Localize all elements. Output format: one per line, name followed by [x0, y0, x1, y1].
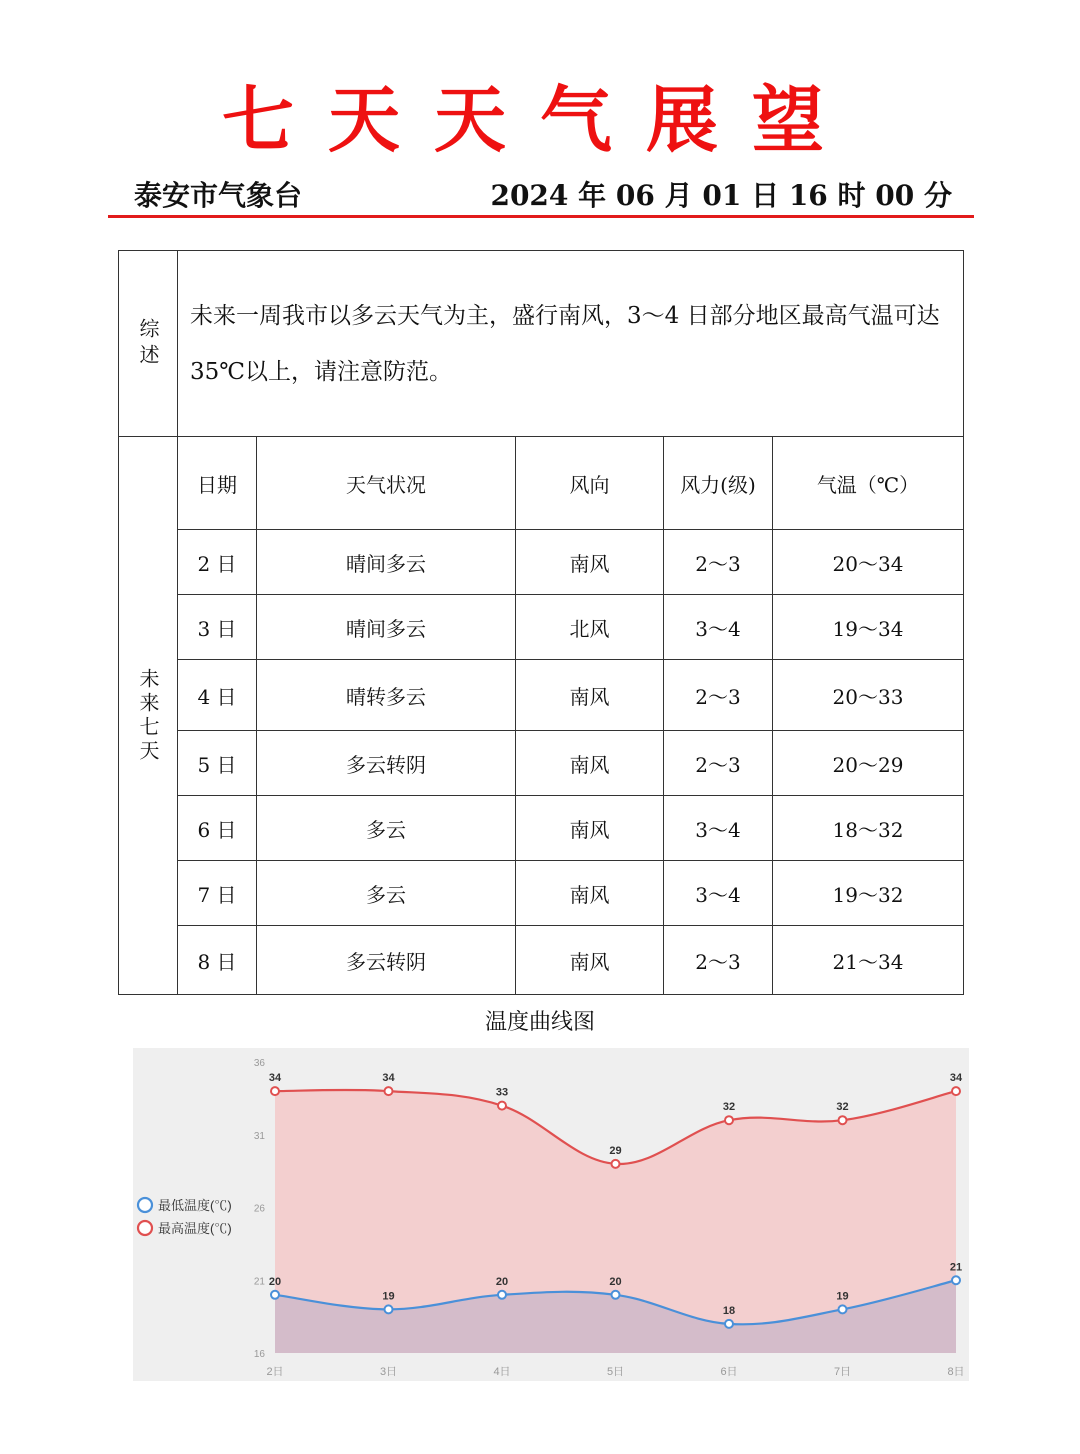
cell-wind-level: 3～4 [664, 796, 773, 861]
column-header: 风力(级) [664, 437, 773, 530]
data-point-low [725, 1320, 733, 1328]
cell-temp: 20～33 [773, 660, 964, 731]
data-point-low [612, 1291, 620, 1299]
data-point-low [952, 1276, 960, 1284]
data-label-high: 32 [836, 1101, 849, 1114]
x-tick-label: 7日 [833, 1366, 852, 1378]
cell-wind-dir: 南风 [516, 926, 664, 995]
y-tick-label: 16 [253, 1349, 265, 1360]
summary-text: 未来一周我市以多云天气为主，盛行南风，3～4 日部分地区最高气温可达 35℃以上，请注意防范。 [178, 251, 964, 437]
legend-marker [138, 1198, 152, 1212]
y-tick-label: 26 [253, 1203, 265, 1215]
cell-date: 5 日 [178, 731, 257, 796]
summary-row [119, 251, 964, 437]
table-row [119, 796, 964, 861]
data-point-low [839, 1305, 847, 1313]
cell-weather: 多云转阴 [257, 926, 516, 995]
cell-wind-dir: 南风 [516, 861, 664, 926]
cell-date: 3 日 [178, 595, 257, 660]
x-tick-label: 5日 [606, 1366, 625, 1378]
data-label-high: 34 [949, 1072, 963, 1085]
column-header: 气温（℃） [773, 437, 964, 530]
cell-date: 6 日 [178, 796, 257, 861]
cell-weather: 多云 [257, 861, 516, 926]
cell-wind-level: 3～4 [664, 861, 773, 926]
data-label-high: 34 [382, 1072, 395, 1085]
forecast-header-row [119, 437, 964, 530]
legend-label: 最高温度(℃) [158, 1221, 232, 1236]
x-tick-label: 3日 [379, 1366, 398, 1378]
data-label-low: 18 [722, 1304, 736, 1317]
cell-date: 7 日 [178, 861, 257, 926]
x-tick-label: 8日 [947, 1366, 965, 1378]
x-tick-label: 4日 [493, 1366, 511, 1378]
x-tick-label: 6日 [720, 1366, 738, 1378]
table-row [119, 731, 964, 796]
table-row [119, 530, 964, 595]
cell-wind-level: 3～4 [664, 595, 773, 660]
data-label-low: 20 [609, 1275, 622, 1288]
data-point-high [725, 1116, 733, 1124]
cell-wind-dir: 南风 [516, 731, 664, 796]
y-tick-label: 36 [253, 1058, 265, 1069]
column-header: 风向 [516, 437, 664, 530]
data-point-low [271, 1291, 279, 1299]
cell-wind-dir: 南风 [516, 796, 664, 861]
data-point-high [271, 1087, 279, 1095]
cell-weather: 晴间多云 [257, 530, 516, 595]
data-label-low: 20 [495, 1275, 509, 1288]
data-point-low [498, 1291, 506, 1299]
data-label-high: 34 [268, 1072, 282, 1085]
cell-temp: 20～34 [773, 530, 964, 595]
header-divider [108, 215, 974, 218]
data-label-high: 32 [722, 1101, 736, 1114]
cell-wind-level: 2～3 [664, 731, 773, 796]
issue-datetime: 2024 年 06 月 01 日 16 时 00 分 [490, 179, 952, 212]
x-tick-label: 2日 [266, 1366, 284, 1378]
cell-weather: 多云转阴 [257, 731, 516, 796]
cell-date: 2 日 [178, 530, 257, 595]
data-label-low: 19 [836, 1290, 849, 1303]
column-header: 天气状况 [257, 437, 516, 530]
cell-temp: 19～34 [773, 595, 964, 660]
cell-date: 8 日 [178, 926, 257, 995]
legend-marker [138, 1221, 152, 1235]
summary-label [119, 251, 178, 437]
y-tick-label: 31 [253, 1130, 265, 1142]
cell-wind-dir: 南风 [516, 530, 664, 595]
cell-temp: 18～32 [773, 796, 964, 861]
table-row [119, 660, 964, 731]
data-label-high: 33 [495, 1086, 509, 1099]
cell-wind-level: 2～3 [664, 926, 773, 995]
cell-weather: 晴间多云 [257, 595, 516, 660]
cell-weather: 晴转多云 [257, 660, 516, 731]
data-point-low [385, 1305, 393, 1313]
forecast-label-text: 未来七天 [136, 667, 160, 764]
data-label-low: 21 [949, 1261, 963, 1274]
forecast-label [119, 437, 178, 995]
summary-label-text: 综述 [136, 317, 160, 370]
cell-temp: 21～34 [773, 926, 964, 995]
cell-wind-dir: 北风 [516, 595, 664, 660]
legend-label: 最低温度(℃) [158, 1198, 232, 1213]
cell-temp: 19～32 [773, 861, 964, 926]
data-label-high: 29 [609, 1144, 622, 1157]
temperature-chart [133, 1048, 969, 1381]
data-label-low: 20 [268, 1275, 282, 1288]
cell-wind-level: 2～3 [664, 660, 773, 731]
forecast-table [118, 250, 964, 995]
page-title: 七天天气展望 [221, 77, 858, 162]
data-point-high [952, 1087, 960, 1095]
cell-wind-level: 2～3 [664, 530, 773, 595]
data-point-high [498, 1102, 506, 1110]
column-header: 日期 [178, 437, 257, 530]
table-row [119, 861, 964, 926]
y-tick-label: 21 [253, 1276, 265, 1288]
cell-weather: 多云 [257, 796, 516, 861]
data-point-high [839, 1116, 847, 1124]
data-label-low: 19 [382, 1290, 395, 1303]
cell-wind-dir: 南风 [516, 660, 664, 731]
data-point-high [612, 1160, 620, 1168]
chart-title: 温度曲线图 [484, 1010, 595, 1035]
agency-name: 泰安市气象台 [134, 179, 303, 212]
cell-date: 4 日 [178, 660, 257, 731]
table-row [119, 926, 964, 995]
data-point-high [385, 1087, 393, 1095]
cell-temp: 20～29 [773, 731, 964, 796]
table-row [119, 595, 964, 660]
